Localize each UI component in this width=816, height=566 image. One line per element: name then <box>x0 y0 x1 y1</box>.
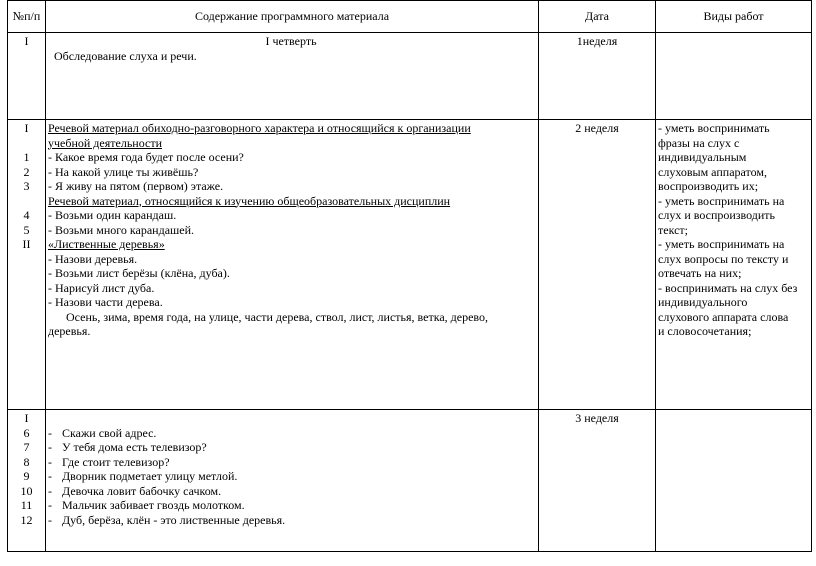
header-num: №п/п <box>8 1 46 33</box>
header-content: Содержание программного материала <box>46 1 539 33</box>
vocabulary-line: деревья. <box>48 324 91 338</box>
list-dash: - <box>48 483 52 498</box>
list-dash: - <box>48 440 52 454</box>
list-item-text: Мальчик забивает гвоздь молотком. <box>62 498 245 512</box>
content-cell <box>46 120 539 410</box>
works-line: - уметь воспринимать на <box>658 193 785 208</box>
list-item <box>48 484 534 499</box>
content-line: - Назови части дерева. <box>48 295 163 309</box>
content-cell <box>46 33 539 120</box>
header-date: Дата <box>539 1 656 33</box>
row-number: 1 <box>23 150 30 164</box>
row-number: 10 <box>20 483 33 498</box>
list-item <box>48 455 534 470</box>
works-line: воспроизводить их; <box>658 179 759 193</box>
works-line: - уметь воспринимать <box>658 121 770 135</box>
list-dash: - <box>48 425 52 440</box>
list-item-text: Дворник подметает улицу метлой. <box>62 469 238 483</box>
header-works: Виды работ <box>656 1 812 33</box>
list-item-text: Дуб, берёза, клён - это лиственные деревья. <box>62 512 286 527</box>
list-item <box>48 426 534 441</box>
works-line: текст; <box>658 222 689 237</box>
row-number <box>8 136 45 151</box>
section-heading: Речевой материал обиходно-разговорного характера и относящийся к организации <box>48 121 471 135</box>
header-row <box>8 1 812 33</box>
table-row <box>8 33 812 120</box>
row-number: 4 <box>23 208 30 222</box>
list-item <box>48 469 534 484</box>
row-number-cell <box>8 410 46 552</box>
row-number: 8 <box>23 454 30 469</box>
row-number: 3 <box>23 179 30 193</box>
content-line: - Назови деревья. <box>48 251 138 266</box>
content-line: - Возьми один карандаш. <box>48 208 177 222</box>
works-line: индивидуальным <box>658 150 747 164</box>
works-line: индивидуального <box>658 295 748 309</box>
row-number: 9 <box>23 469 30 483</box>
content-line: - Возьми лист берёзы (клёна, дуба). <box>48 266 230 280</box>
table-row <box>8 410 812 552</box>
row-number: 5 <box>23 222 30 237</box>
list-dash: - <box>48 454 52 469</box>
list-item <box>48 513 534 528</box>
list-item-text: Скажи свой адрес. <box>62 425 157 440</box>
list-dash: - <box>48 469 52 483</box>
quarter-title: I четверть <box>265 34 317 48</box>
content-line: - Я живу на пятом (первом) этаже. <box>48 179 224 193</box>
works-line: отвечать на них; <box>658 266 742 280</box>
date-cell: 1неделя <box>539 33 656 120</box>
row-number: 6 <box>23 425 30 440</box>
row-number <box>8 194 45 209</box>
works-cell <box>656 120 812 410</box>
blank-line <box>48 411 534 426</box>
works-line: фразы на слух с <box>658 135 740 150</box>
list-item <box>48 498 534 513</box>
works-line: слуховым аппаратом, <box>658 164 767 179</box>
topic-heading: «Лиственные деревья» <box>48 237 165 251</box>
row-number-cell <box>8 120 46 410</box>
list-item-text: Где стоит телевизор? <box>62 454 170 469</box>
row-number: 12 <box>20 512 33 527</box>
content-line: - Какое время года будет после осени? <box>48 150 244 164</box>
row-number: II <box>22 237 31 251</box>
content-cell <box>46 410 539 552</box>
date-cell: 2 неделя <box>539 120 656 410</box>
row-number: I <box>24 411 29 425</box>
row-number: 11 <box>20 498 33 512</box>
content-line: - Нарисуй лист дуба. <box>48 280 155 295</box>
vocabulary-line: Осень, зима, время года, на улице, части дерева, ствол, лист, листья, ветка, дерево, <box>66 309 489 324</box>
list-item-text: У тебя дома есть телевизор? <box>62 440 207 454</box>
list-dash: - <box>48 512 52 527</box>
works-line: и словосочетания; <box>658 324 752 338</box>
works-line: слух вопросы по тексту и <box>658 251 789 266</box>
row-number: 7 <box>23 440 30 454</box>
date-cell: 3 неделя <box>539 410 656 552</box>
works-line: - воспринимать на слух без <box>658 280 798 295</box>
row-number: 2 <box>23 164 30 179</box>
works-line: слухового аппарата слова <box>658 309 789 324</box>
content-line: - На какой улице ты живёшь? <box>48 164 199 179</box>
content-line: Обследование слуха и речи. <box>54 48 197 63</box>
works-cell <box>656 410 812 552</box>
list-item-text: Девочка ловит бабочку сачком. <box>62 483 222 498</box>
works-cell <box>656 33 812 120</box>
works-line: - уметь воспринимать на <box>658 237 785 251</box>
list-item <box>48 440 534 455</box>
program-table <box>7 0 812 552</box>
content-line: - Возьми много карандашей. <box>48 222 195 237</box>
table-row <box>8 120 812 410</box>
row-number: I <box>24 34 29 48</box>
row-number-cell <box>8 33 46 120</box>
section-heading: Речевой материал, относящийся к изучению общеобразовательных дисциплин <box>48 193 451 208</box>
row-number: I <box>24 121 29 135</box>
list-dash: - <box>48 498 52 512</box>
section-heading: учебной деятельности <box>48 135 163 150</box>
works-line: слух и воспроизводить <box>658 208 776 222</box>
